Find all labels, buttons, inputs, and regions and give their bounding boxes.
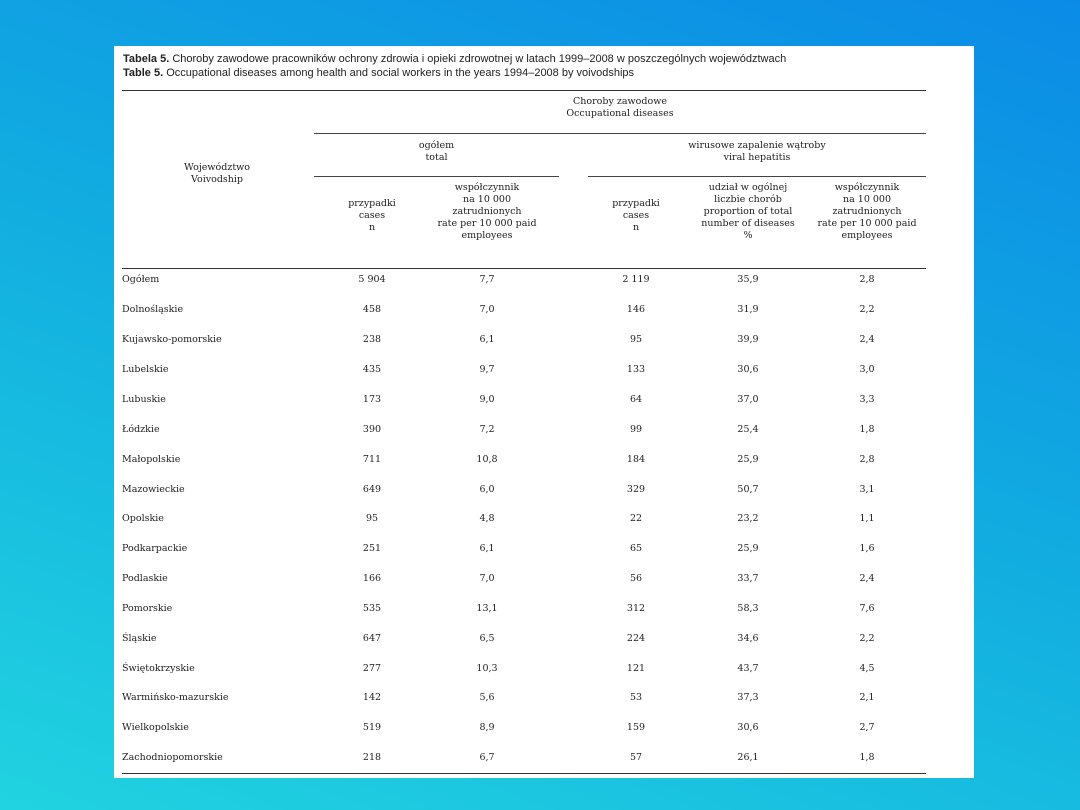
rate-value: 6,1 <box>479 334 495 345</box>
share-value: 25,4 <box>737 424 759 435</box>
hepatitis-header-en: viral hepatitis <box>723 152 791 163</box>
total-subgroup-rule <box>314 176 559 177</box>
region-name: Łódzkie <box>122 424 160 435</box>
rate-value: 9,7 <box>479 364 495 375</box>
table-row <box>122 423 926 437</box>
hepatitis-subgroup-rule <box>588 176 926 177</box>
rate-value: 6,1 <box>479 543 495 554</box>
table-row <box>122 691 926 705</box>
region-name: Świętokrzyskie <box>122 663 195 674</box>
hep-rate-value: 2,7 <box>859 722 875 733</box>
rate-value: 4,8 <box>479 513 495 524</box>
share-col-unit: % <box>743 230 753 241</box>
total-header-en: total <box>425 152 448 163</box>
table-row <box>122 393 926 407</box>
hep-cases-value: 121 <box>626 663 646 674</box>
rate-col-header <box>422 182 552 242</box>
hep-cases-value: 65 <box>629 543 643 554</box>
hep-cases-value: 53 <box>629 692 643 703</box>
share-value: 33,7 <box>737 573 759 584</box>
hep-cases-col-en: cases <box>622 210 650 221</box>
hep-rate-value: 2,8 <box>859 274 875 285</box>
rate-value: 7,7 <box>479 274 495 285</box>
share-value: 50,7 <box>737 484 759 495</box>
hep-rate-value: 1,6 <box>859 543 875 554</box>
region-header-pl: Województwo <box>183 162 250 173</box>
hep-cases-value: 184 <box>626 454 646 465</box>
share-value: 37,3 <box>737 692 759 703</box>
hep-rate-col-header <box>808 182 926 242</box>
table-row <box>122 721 926 735</box>
share-value: 43,7 <box>737 663 759 674</box>
cases-value: 251 <box>362 543 382 554</box>
hep-cases-value: 64 <box>629 394 643 405</box>
table-row <box>122 751 926 765</box>
group-header-en: Occupational diseases <box>566 108 674 119</box>
rate-col-en-2: employees <box>461 230 513 241</box>
hep-rate-value: 3,1 <box>859 484 875 495</box>
cases-value: 435 <box>362 364 382 375</box>
header-bottom-rule <box>122 268 926 269</box>
rate-value: 8,9 <box>479 722 495 733</box>
rate-value: 7,0 <box>479 573 495 584</box>
caption-english-text: Occupational diseases among health and social workers in the years 1994–2008 by voivodships <box>166 67 635 79</box>
hep-cases-value: 224 <box>626 633 646 644</box>
hepatitis-header-pl: wirusowe zapalenie wątroby <box>688 140 826 151</box>
hep-rate-value: 2,1 <box>859 692 875 703</box>
region-name: Dolnośląskie <box>122 304 184 315</box>
table-row <box>122 363 926 377</box>
region-name: Zachodniopomorskie <box>122 752 223 763</box>
share-value: 25,9 <box>737 543 759 554</box>
rate-value: 5,6 <box>479 692 495 703</box>
cases-value: 535 <box>362 603 382 614</box>
table-top-rule <box>122 90 926 91</box>
hep-rate-value: 2,2 <box>859 633 875 644</box>
rate-value: 10,8 <box>476 454 498 465</box>
share-value: 31,9 <box>737 304 759 315</box>
hep-cases-value: 57 <box>629 752 643 763</box>
cases-value: 277 <box>362 663 382 674</box>
region-name: Podkarpackie <box>122 543 188 554</box>
table-bottom-rule <box>122 773 926 774</box>
share-value: 30,6 <box>737 722 759 733</box>
table-row <box>122 572 926 586</box>
caption-polish-label: Tabela 5. <box>123 53 170 65</box>
cases-value: 519 <box>362 722 382 733</box>
hep-rate-value: 1,1 <box>859 513 875 524</box>
caption-polish <box>123 52 963 66</box>
share-value: 37,0 <box>737 394 759 405</box>
total-header <box>314 140 559 164</box>
caption-english-label: Table 5. <box>123 67 164 79</box>
total-header-pl: ogółem <box>418 140 455 151</box>
hep-cases-value: 329 <box>626 484 646 495</box>
cases-value: 649 <box>362 484 382 495</box>
share-value: 39,9 <box>737 334 759 345</box>
cases-value: 238 <box>362 334 382 345</box>
rate-col-pl-1: współczynnik <box>454 182 520 193</box>
rate-value: 10,3 <box>476 663 498 674</box>
region-name: Opolskie <box>122 513 164 524</box>
cases-value: 173 <box>362 394 382 405</box>
table-row <box>122 273 926 287</box>
hep-rate-value: 4,5 <box>859 663 875 674</box>
region-name: Warmińsko-mazurskie <box>122 692 229 703</box>
share-value: 25,9 <box>737 454 759 465</box>
table-row <box>122 662 926 676</box>
hep-cases-value: 146 <box>626 304 646 315</box>
hep-cases-value: 99 <box>629 424 643 435</box>
cases-value: 95 <box>365 513 379 524</box>
hepatitis-header <box>588 140 926 164</box>
cases-value: 458 <box>362 304 382 315</box>
region-name: Pomorskie <box>122 603 173 614</box>
hep-rate-value: 2,2 <box>859 304 875 315</box>
region-header-en: Voivodship <box>190 174 244 185</box>
hep-cases-col-unit: n <box>632 222 640 233</box>
rate-value: 7,0 <box>479 304 495 315</box>
cases-value: 390 <box>362 424 382 435</box>
region-header <box>142 162 292 186</box>
share-value: 58,3 <box>737 603 759 614</box>
share-col-header <box>688 182 808 242</box>
hep-cases-col-header <box>596 198 676 234</box>
region-name: Lubelskie <box>122 364 169 375</box>
table-row <box>122 512 926 526</box>
share-col-en-2: number of diseases <box>701 218 795 229</box>
region-name: Małopolskie <box>122 454 181 465</box>
table-row <box>122 303 926 317</box>
hep-cases-value: 159 <box>626 722 646 733</box>
share-value: 23,2 <box>737 513 759 524</box>
hep-rate-col-en-2: employees <box>841 230 893 241</box>
hep-rate-value: 2,8 <box>859 454 875 465</box>
group-rule <box>314 133 926 134</box>
share-value: 26,1 <box>737 752 759 763</box>
rate-col-pl-2: na 10 000 <box>462 194 512 205</box>
hep-rate-value: 7,6 <box>859 603 875 614</box>
hep-rate-value: 2,4 <box>859 334 875 345</box>
region-name: Kujawsko-pomorskie <box>122 334 222 345</box>
group-header <box>314 96 926 120</box>
region-name: Lubuskie <box>122 394 166 405</box>
share-value: 34,6 <box>737 633 759 644</box>
cases-col-header <box>332 198 412 234</box>
hep-cases-value: 95 <box>629 334 643 345</box>
caption-english <box>123 66 963 80</box>
region-name: Mazowieckie <box>122 484 185 495</box>
cases-value: 218 <box>362 752 382 763</box>
hep-rate-value: 3,0 <box>859 364 875 375</box>
caption-polish-text: Choroby zawodowe pracowników ochrony zdrowia i opieki zdrowotnej w latach 1999–2008 w poszczególnych województwach <box>172 53 787 65</box>
rate-col-en-1: rate per 10 000 paid <box>437 218 537 229</box>
hep-rate-value: 2,4 <box>859 573 875 584</box>
document-page <box>114 46 974 778</box>
table-row <box>122 453 926 467</box>
cases-value: 142 <box>362 692 382 703</box>
share-value: 30,6 <box>737 364 759 375</box>
hep-cases-col-pl: przypadki <box>612 198 660 209</box>
rate-value: 6,5 <box>479 633 495 644</box>
rate-value: 9,0 <box>479 394 495 405</box>
table-row <box>122 602 926 616</box>
cases-value: 647 <box>362 633 382 644</box>
table-row <box>122 632 926 646</box>
rate-value: 13,1 <box>476 603 498 614</box>
cases-value: 166 <box>362 573 382 584</box>
cases-col-unit: n <box>368 222 376 233</box>
table-row <box>122 542 926 556</box>
hep-cases-value: 22 <box>629 513 643 524</box>
table-caption <box>123 52 963 80</box>
region-name: Wielkopolskie <box>122 722 189 733</box>
table-row <box>122 333 926 347</box>
region-name: Śląskie <box>122 633 157 644</box>
hep-cases-value: 133 <box>626 364 646 375</box>
hep-rate-value: 1,8 <box>859 424 875 435</box>
cases-value: 711 <box>362 454 382 465</box>
region-name: Ogółem <box>122 274 160 285</box>
hep-rate-col-pl-1: współczynnik <box>834 182 900 193</box>
hep-cases-value: 56 <box>629 573 643 584</box>
rate-value: 6,0 <box>479 484 495 495</box>
share-col-pl-2: liczbie chorób <box>714 194 782 205</box>
hep-rate-value: 3,3 <box>859 394 875 405</box>
hep-cases-value: 312 <box>626 603 646 614</box>
cases-value: 5 904 <box>358 274 386 285</box>
share-value: 35,9 <box>737 274 759 285</box>
hep-rate-value: 1,8 <box>859 752 875 763</box>
hep-rate-col-pl-3: zatrudnionych <box>832 206 902 217</box>
group-header-pl: Choroby zawodowe <box>573 96 667 107</box>
rate-col-pl-3: zatrudnionych <box>452 206 522 217</box>
share-col-en-1: proportion of total <box>703 206 793 217</box>
rate-value: 6,7 <box>479 752 495 763</box>
cases-col-en: cases <box>358 210 386 221</box>
hep-rate-col-en-1: rate per 10 000 paid <box>817 218 917 229</box>
share-col-pl-1: udział w ogólnej <box>708 182 788 193</box>
rate-value: 7,2 <box>479 424 495 435</box>
cases-col-pl: przypadki <box>348 198 396 209</box>
table-row <box>122 483 926 497</box>
hep-cases-value: 2 119 <box>622 274 650 285</box>
region-name: Podlaskie <box>122 573 168 584</box>
hep-rate-col-pl-2: na 10 000 <box>842 194 892 205</box>
